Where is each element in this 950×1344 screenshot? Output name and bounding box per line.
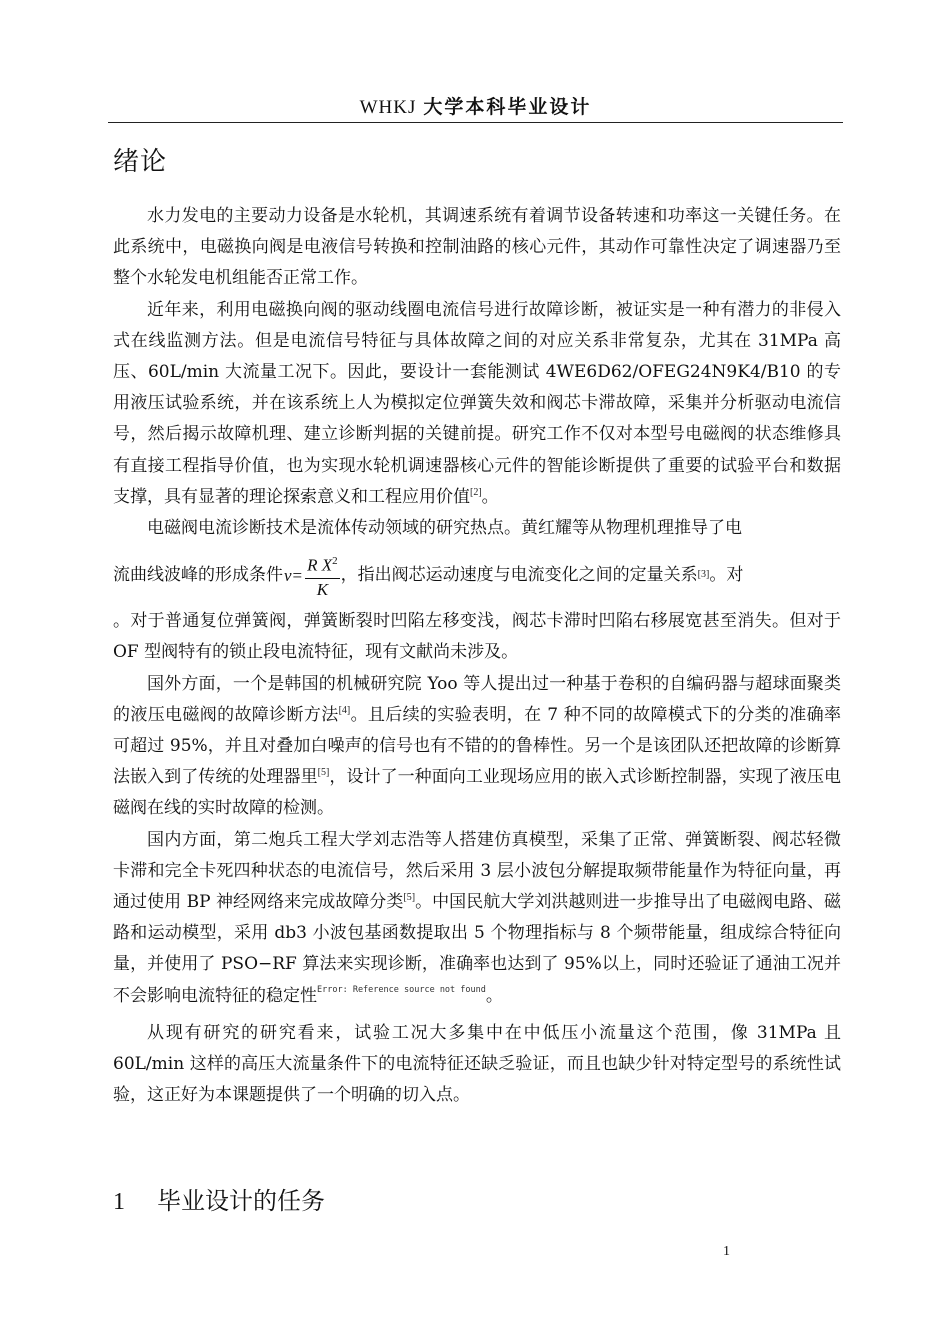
formula-fraction bbox=[305, 550, 340, 601]
citation-5b: [5] bbox=[403, 892, 416, 904]
paragraph-3-lead: 流曲线波峰的形成条件 bbox=[113, 564, 283, 585]
paragraph-5 bbox=[113, 825, 841, 1012]
section-heading-title: 毕业设计的任务 bbox=[157, 1187, 325, 1215]
section-number: 1 bbox=[113, 1189, 125, 1215]
paragraph-3-rest bbox=[113, 606, 841, 668]
paragraph-2-text: 近年来，利用电磁换向阀的驱动线圈电流信号进行故障诊断，被证实是一种有潜力的非侵入式在线监测方法。但是电流信号特征与具体故障之间的对应关系非常复杂，尤其在 31MPa 高压、60L/min 大流量工况下。因此，要设计一套能测试 4WE6D62/OFEG24N9K4/B10 的专用液压试验系统，并在该系统上人为模拟定位弹簧失效和阀芯卡滞故障，采集并分析驱动电流信号，然后揭示故障机理、建立诊断判据的关键前提。研究工作不仅对本型号电磁阀的状态维修具有直接工程指导价值，也为实现水轮机调速器核心元件的智能诊断提供了重要的试验平台和数据支撑，具有显著的理论探索意义和工程应用价值 bbox=[113, 299, 841, 507]
formula-numerator-text: R X bbox=[307, 555, 333, 575]
citation-4: [4] bbox=[338, 704, 351, 716]
paragraph-4 bbox=[113, 669, 841, 825]
velocity-formula bbox=[284, 550, 340, 601]
paragraph-4-c: ，设计了一种面向工业现场应用的嵌入式诊断控制器，实现了液压电磁阀在线的实时故障的检测。 bbox=[113, 767, 842, 819]
paragraph-4-b: 。且后续的实验表明，在 7 种不同的故障模式下的分类的准确率可超过 95%，并且对叠加白噪声的信号也有不错的的鲁棒性。另一个是该团队还把故障的诊断算法嵌入到了传统的处理器里 bbox=[113, 704, 842, 788]
section-title: 绪论 bbox=[113, 147, 168, 177]
reference-error: Error: Reference source not found bbox=[317, 984, 486, 995]
page-number: 1 bbox=[723, 1244, 730, 1259]
formula-equals: = bbox=[292, 565, 303, 585]
paragraph-2-end: 。 bbox=[481, 486, 499, 507]
formula-line: 流曲线波峰的形成条件 v = $\frac{R X^2}{K}$ ，指出阀芯运动速度与电流变化之间的定量关系 [3] 。对 bbox=[113, 544, 841, 606]
paragraph-2 bbox=[113, 295, 841, 513]
paragraph-4-a: 国外方面，一个是韩国的机械研究院 Yoo 等人提出过一种基于卷积的自编码器与超球面聚类的液压电磁阀的故障诊断方法 bbox=[113, 673, 841, 725]
header-school: 大学本科毕业设计 bbox=[423, 96, 592, 118]
section-heading-1 bbox=[113, 1183, 325, 1220]
paragraph-3-first-line: 电磁阀电流诊断技术是流体传动领域的研究热点。黄红耀等从物理机理推导了电 bbox=[147, 518, 742, 539]
header-rule bbox=[108, 122, 843, 123]
citation-5a: [5] bbox=[317, 767, 330, 779]
paragraph-5-b: 。中国民航大学刘洪越则进一步推导出了电磁阀电路、磁路和运动模型，采用 db3 小波包基函数提取出 5 个物理指标与 8 个频带能量，组成综合特征向量，并使用了 PSO−RF 算法来实现诊断，准确率也达到了 95%以上，同时还验证了通油工况并不会影响电流特征的稳定性 bbox=[113, 892, 842, 1006]
formula-denominator: K bbox=[316, 579, 329, 599]
paragraph-1: 水力发电的主要动力设备是水轮机，其调速系统有着调节设备转速和功率这一关键任务。在此系统中，电磁换向阀是电液信号转换和控制油路的核心元件，其动作可靠性决定了调速器乃至整个水轮发电机组能否正常工作。 bbox=[113, 206, 841, 289]
paragraph-3-dot: 。对 bbox=[709, 564, 744, 585]
paragraph-3-middle: ，指出阀芯运动速度与电流变化之间的定量关系 bbox=[340, 564, 698, 585]
paragraph-5-end: 。 bbox=[485, 985, 503, 1006]
paragraph-5-a: 国内方面，第二炮兵工程大学刘志浩等人搭建仿真模型，采集了正常、弹簧断裂、阀芯轻微卡滞和完全卡死四种状态的电流信号，然后采用 3 层小波包分解提取频带能量作为特征向量，再通过使用 BP 神经网络来完成故障分类 bbox=[113, 829, 841, 913]
body-text bbox=[113, 201, 841, 1111]
formula-exponent: 2 bbox=[332, 554, 338, 567]
citation-2: [2] bbox=[470, 486, 482, 498]
header-brand: WHKJ bbox=[359, 97, 417, 118]
paragraph-6: 从现有研究的研究看来，试验工况大多集中在中低压小流量这个范围，像 31MPa 且 60L/min 这样的高压大流量条件下的电流特征还缺乏验证，而且也缺少针对特定型号的系统性试验，这正好为本课题提供了一个明确的切入点。 bbox=[113, 1022, 841, 1106]
formula-numerator bbox=[305, 550, 340, 579]
running-header bbox=[108, 90, 843, 125]
paragraph-3-tail: 。对于普通复位弹簧阀，弹簧断裂时凹陷左移变浅，阀芯卡滞时凹陷右移展宽甚至消失。但对于 OF 型阀特有的锁止段电流特征，现有文献尚未涉及。 bbox=[113, 611, 841, 663]
formula-lhs: v bbox=[284, 565, 292, 585]
